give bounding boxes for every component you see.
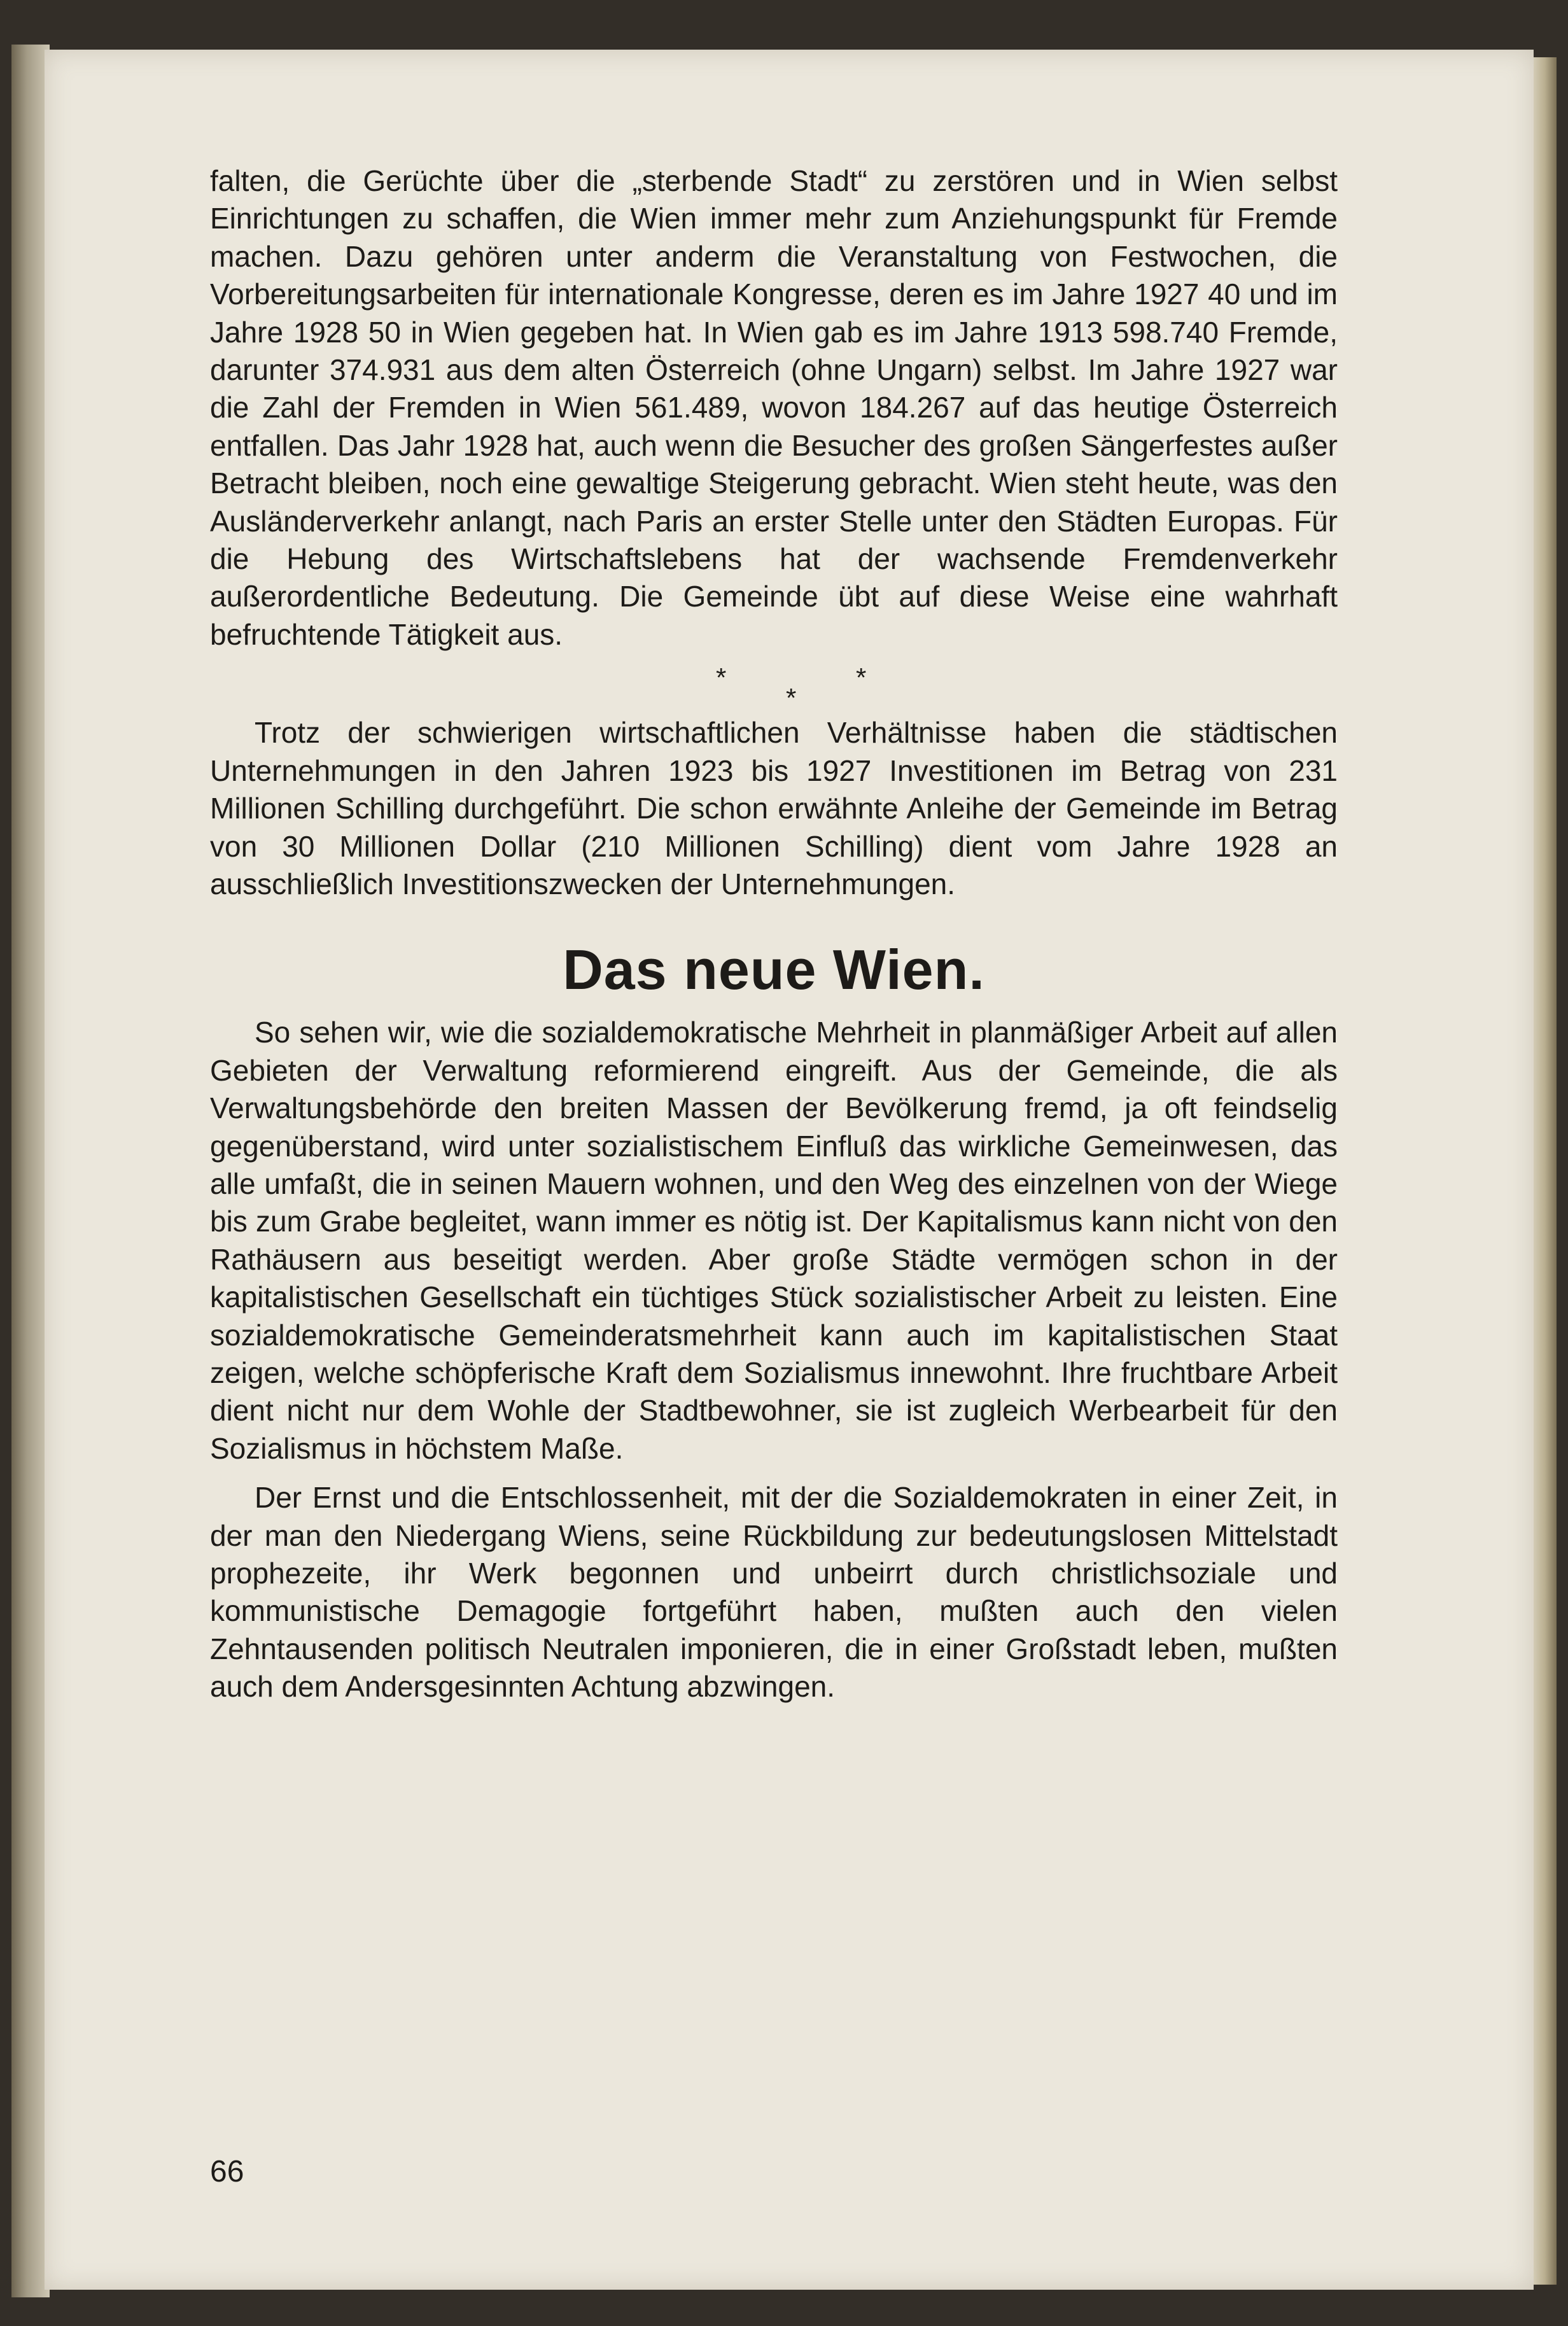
section-paragraph-2: Der Ernst und die Entschlossenheit, mit der die Sozialdemokraten in einer Zeit, in der man den Niedergang Wiens, seine Rückbildung zur bedeutungslosen Mittelstadt prophezeite, ihr Werk begonnen und unbeirrt durch christlichsoziale und kommunistische Demagogie fortgeführt haben, mußten auch den vielen Zehntausenden politisch Neutralen imponieren, die in einer Großstadt leben, mußten auch dem Andersgesinnten Achtung abzwingen. [210, 1481, 1338, 1704]
asterisk-right: * [856, 662, 867, 693]
intro-paragraph: falten, die Gerüchte über die „sterbende Stadt“ zu zerstören und in Wien selbst Einrichtungen zu schaffen, die Wien immer mehr zum Anziehungspunkt für Fremde machen. Dazu gehören unter anderm die Veranstaltung von Festwochen, die Vorbereitungsarbeiten für internationale Kongresse, deren es im Jahre 1927 40 und im Jahre 1928 50 in Wien gegeben hat. In Wien gab es im Jahre 1913 598.740 Fremde, darunter 374.931 aus dem alten Österreich (ohne Ungarn) selbst. Im Jahre 1927 war die Zahl der Fremden in Wien 561.489, wovon 184.267 auf das heutige Österreich entfallen. Das Jahr 1928 hat, auch wenn die Besucher des großen Sängerfestes außer Betracht bleiben, noch eine gewaltige Steigerung gebracht. Wien steht heute, was den Ausländerverkehr anlangt, nach Paris an erster Stelle unter den Städten Europas. Für die Hebung des Wirtschaftslebens hat der wachsende Fremdenverkehr außerordentliche Bedeutung. Die Gemeinde übt auf diese Weise eine wahrhaft befruchtende Tätigkeit aus. [210, 164, 1338, 651]
asterisk-separator [210, 654, 1338, 714]
section-paragraph-1: So sehen wir, wie die sozialdemokratische Mehrheit in planmäßiger Arbeit auf allen Gebieten der Verwaltung reformierend eingreift. Aus der Gemeinde, die als Verwaltungsbehörde den breiten Massen der Bevölkerung fremd, ja oft feindselig gegenüberstand, wird unter sozialistischem Einfluß das wirkliche Gemeinwesen, das alle umfaßt, die in seinen Mauern wohnen, und den Weg des einzelnen von der Wiege bis zum Grabe begleitet, wann immer es nötig ist. Der Kapitalismus kann nicht von den Rathäusern aus beseitigt werden. Aber große Städte vermögen schon in der kapitalistischen Gesellschaft ein tüchtiges Stück sozialistischer Arbeit zu leisten. Eine sozialdemokratische Gemeinderatsmehrheit kann auch im kapitalistischen Staat zeigen, welche schöpferische Kraft dem Sozialismus innewohnt. Ihre fruchtbare Arbeit dient nicht nur dem Wohle der Stadtbewohner, sie ist zugleich Werbearbeit für den Sozialismus in höchstem Maße. [210, 1016, 1338, 1465]
investment-paragraph: Trotz der schwierigen wirtschaftlichen Verhältnisse haben die städtischen Unternehmungen in den Jahren 1923 bis 1927 Investitionen im Betrag von 231 Millionen Schilling durchgeführt. Die schon erwähnte Anleihe der Gemeinde im Betrag von 30 Millionen Dollar (210 Millionen Schilling) dient vom Jahre 1928 an ausschließlich Investitionszwecken der Unternehmungen. [210, 716, 1338, 900]
page-number: 66 [210, 2155, 244, 2189]
asterisk-left: * [716, 662, 727, 693]
section-heading: Das neue Wien. [563, 938, 985, 1002]
page-edge-left [11, 45, 50, 2297]
asterisk-middle: * [786, 683, 797, 713]
page-text-block [210, 162, 1338, 1706]
